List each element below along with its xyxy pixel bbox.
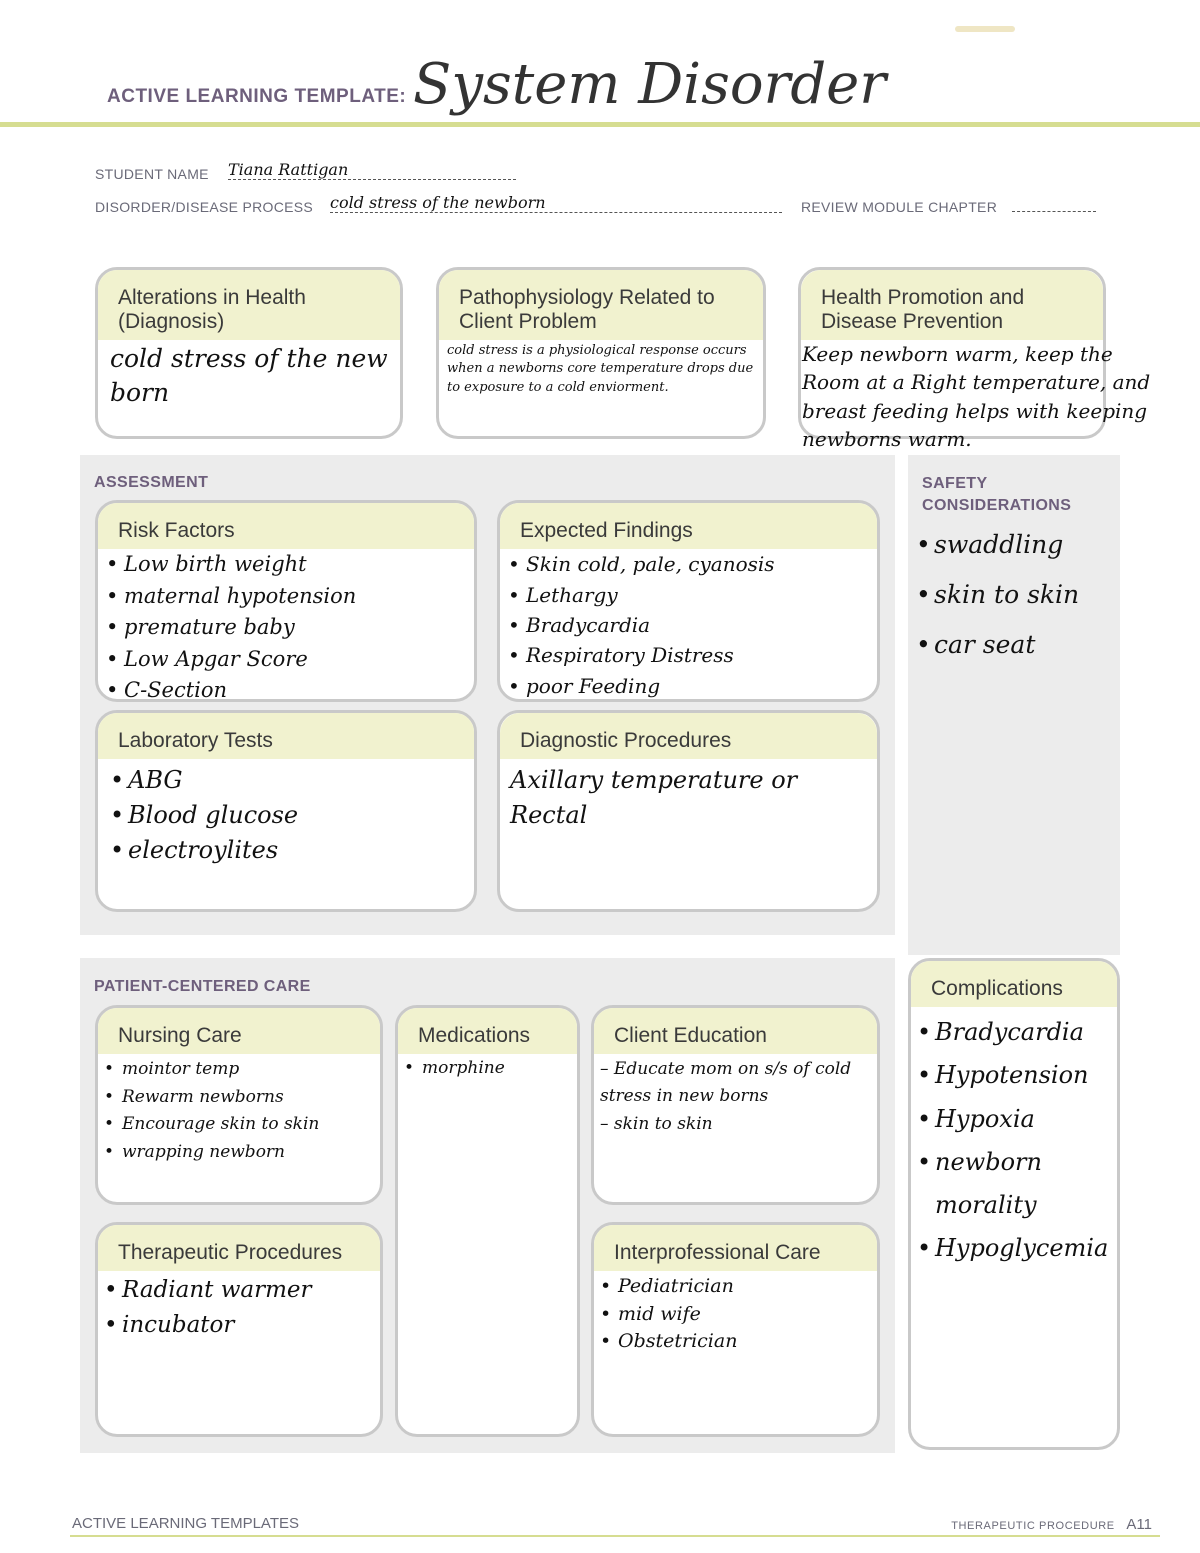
complications-box <box>908 958 1120 1450</box>
diagnostic-procedures-box <box>497 710 880 912</box>
list-item[interactable]: • Obstetrician <box>598 1328 873 1356</box>
interprofessional-care-heading: Interprofessional Care <box>594 1225 877 1271</box>
nursing-care-box <box>95 1005 383 1205</box>
risk-factors-list <box>98 549 474 702</box>
safety-list <box>914 520 1079 670</box>
list-item[interactable]: • Skin cold, pale, cyanosis <box>506 549 871 579</box>
therapeutic-procedures-heading: Therapeutic Procedures <box>98 1225 380 1271</box>
list-item[interactable]: • maternal hypotension <box>104 581 468 613</box>
complications-list <box>911 1007 1117 1274</box>
list-item[interactable]: – skin to skin <box>600 1113 713 1134</box>
client-education-heading: Client Education <box>594 1008 877 1054</box>
risk-factors-box <box>95 500 477 702</box>
safety-label: SAFETY CONSIDERATIONS <box>922 475 1072 515</box>
risk-factors-heading: Risk Factors <box>98 503 474 549</box>
health-promotion-heading: Health Promotion and Disease Prevention <box>801 270 1103 340</box>
student-name-field[interactable]: Tiana Rattigan <box>228 160 516 180</box>
alterations-heading: Alterations in Health (Diagnosis) <box>98 270 400 340</box>
pathophysiology-text[interactable]: cold stress is a physiological response occurs when a newborns core temperature drops due to exposure to a cold enviorment. <box>447 343 754 395</box>
nursing-care-list <box>98 1054 380 1168</box>
list-item[interactable]: • premature baby <box>104 612 468 644</box>
footer-left: ACTIVE LEARNING TEMPLATES <box>72 1515 299 1532</box>
list-item[interactable]: • Hypotension <box>915 1054 1113 1097</box>
disorder-field[interactable]: cold stress of the newborn <box>330 193 782 213</box>
list-item[interactable]: • ABG <box>108 763 464 798</box>
footer-label: THERAPEUTIC PROCEDURE <box>951 1520 1115 1532</box>
list-item[interactable]: • Pediatrician <box>598 1273 873 1301</box>
expected-findings-box <box>497 500 880 702</box>
alterations-box <box>95 267 403 439</box>
interprofessional-care-box <box>591 1222 880 1437</box>
client-education-list <box>594 1054 877 1140</box>
list-item[interactable]: • Rewarm newborns <box>102 1084 376 1112</box>
laboratory-tests-list <box>98 759 474 871</box>
interprofessional-care-list <box>594 1271 877 1358</box>
medications-box <box>395 1005 580 1437</box>
list-item[interactable]: • Bradycardia <box>506 610 871 640</box>
list-item[interactable]: • mid wife <box>598 1301 873 1329</box>
list-item[interactable]: • C-Section <box>104 675 468 702</box>
list-item[interactable]: • skin to skin <box>914 570 1079 620</box>
student-name-label: STUDENT NAME <box>95 166 209 182</box>
page-title: System Disorder <box>413 52 887 117</box>
chapter-label: REVIEW MODULE CHAPTER <box>801 199 998 215</box>
list-item[interactable]: • morphine <box>402 1056 573 1082</box>
list-item[interactable]: • Low Apgar Score <box>104 644 468 676</box>
list-item[interactable]: • Low birth weight <box>104 549 468 581</box>
health-promotion-text[interactable]: Keep newborn warm, keep the Room at a Right temperature, and breast feeding helps with keeping newborns warm. <box>802 342 1151 452</box>
laboratory-tests-box <box>95 710 477 912</box>
list-item[interactable]: • Lethargy <box>506 580 871 610</box>
client-education-box <box>591 1005 880 1205</box>
list-item[interactable]: – Educate mom on s/s of cold stress in new borns <box>600 1059 852 1107</box>
alterations-text[interactable]: cold stress of the new born <box>110 344 388 408</box>
template-label: ACTIVE LEARNING TEMPLATE: <box>107 86 407 107</box>
nursing-care-heading: Nursing Care <box>98 1008 380 1054</box>
page-number: A11 <box>1126 1516 1152 1533</box>
diagnostic-procedures-text[interactable]: Axillary temperature or Rectal <box>510 766 798 829</box>
medications-list <box>398 1054 577 1084</box>
list-item[interactable]: • wrapping newborn <box>102 1139 376 1167</box>
list-item[interactable]: • swaddling <box>914 520 1079 570</box>
list-item[interactable]: • Bradycardia <box>915 1011 1113 1054</box>
list-item[interactable]: • electroylites <box>108 833 464 868</box>
list-item[interactable]: • Blood glucose <box>108 798 464 833</box>
pathophysiology-box <box>436 267 766 439</box>
footer-divider <box>70 1535 1160 1537</box>
complications-heading: Complications <box>911 961 1117 1007</box>
list-item[interactable]: • mointor temp <box>102 1056 376 1084</box>
list-item[interactable]: • incubator <box>102 1308 376 1343</box>
patient-care-label: PATIENT-CENTERED CARE <box>94 978 311 995</box>
laboratory-tests-heading: Laboratory Tests <box>98 713 474 759</box>
header-divider <box>0 122 1200 127</box>
pathophysiology-heading: Pathophysiology Related to Client Problem <box>439 270 763 340</box>
therapeutic-procedures-list <box>98 1271 380 1344</box>
therapeutic-procedures-box <box>95 1222 383 1437</box>
footer-right <box>951 1516 1152 1533</box>
list-item[interactable]: • Hypoglycemia <box>915 1227 1113 1270</box>
list-item[interactable]: • Respiratory Distress <box>506 640 871 670</box>
medications-heading: Medications <box>398 1008 577 1054</box>
list-item[interactable]: • Hypoxia <box>915 1098 1113 1141</box>
list-item[interactable]: • Radiant warmer <box>102 1273 376 1308</box>
chapter-field[interactable] <box>1012 193 1096 212</box>
expected-findings-list <box>500 549 877 701</box>
list-item[interactable]: • car seat <box>914 620 1079 670</box>
list-item[interactable]: • Encourage skin to skin <box>102 1111 376 1139</box>
assessment-label: ASSESSMENT <box>94 474 209 491</box>
diagnostic-procedures-heading: Diagnostic Procedures <box>500 713 877 759</box>
decorative-tab <box>955 26 1015 32</box>
list-item[interactable]: • newborn morality <box>915 1141 1105 1227</box>
disorder-label: DISORDER/DISEASE PROCESS <box>95 199 314 215</box>
expected-findings-heading: Expected Findings <box>500 503 877 549</box>
list-item[interactable]: • poor Feeding <box>506 671 871 701</box>
